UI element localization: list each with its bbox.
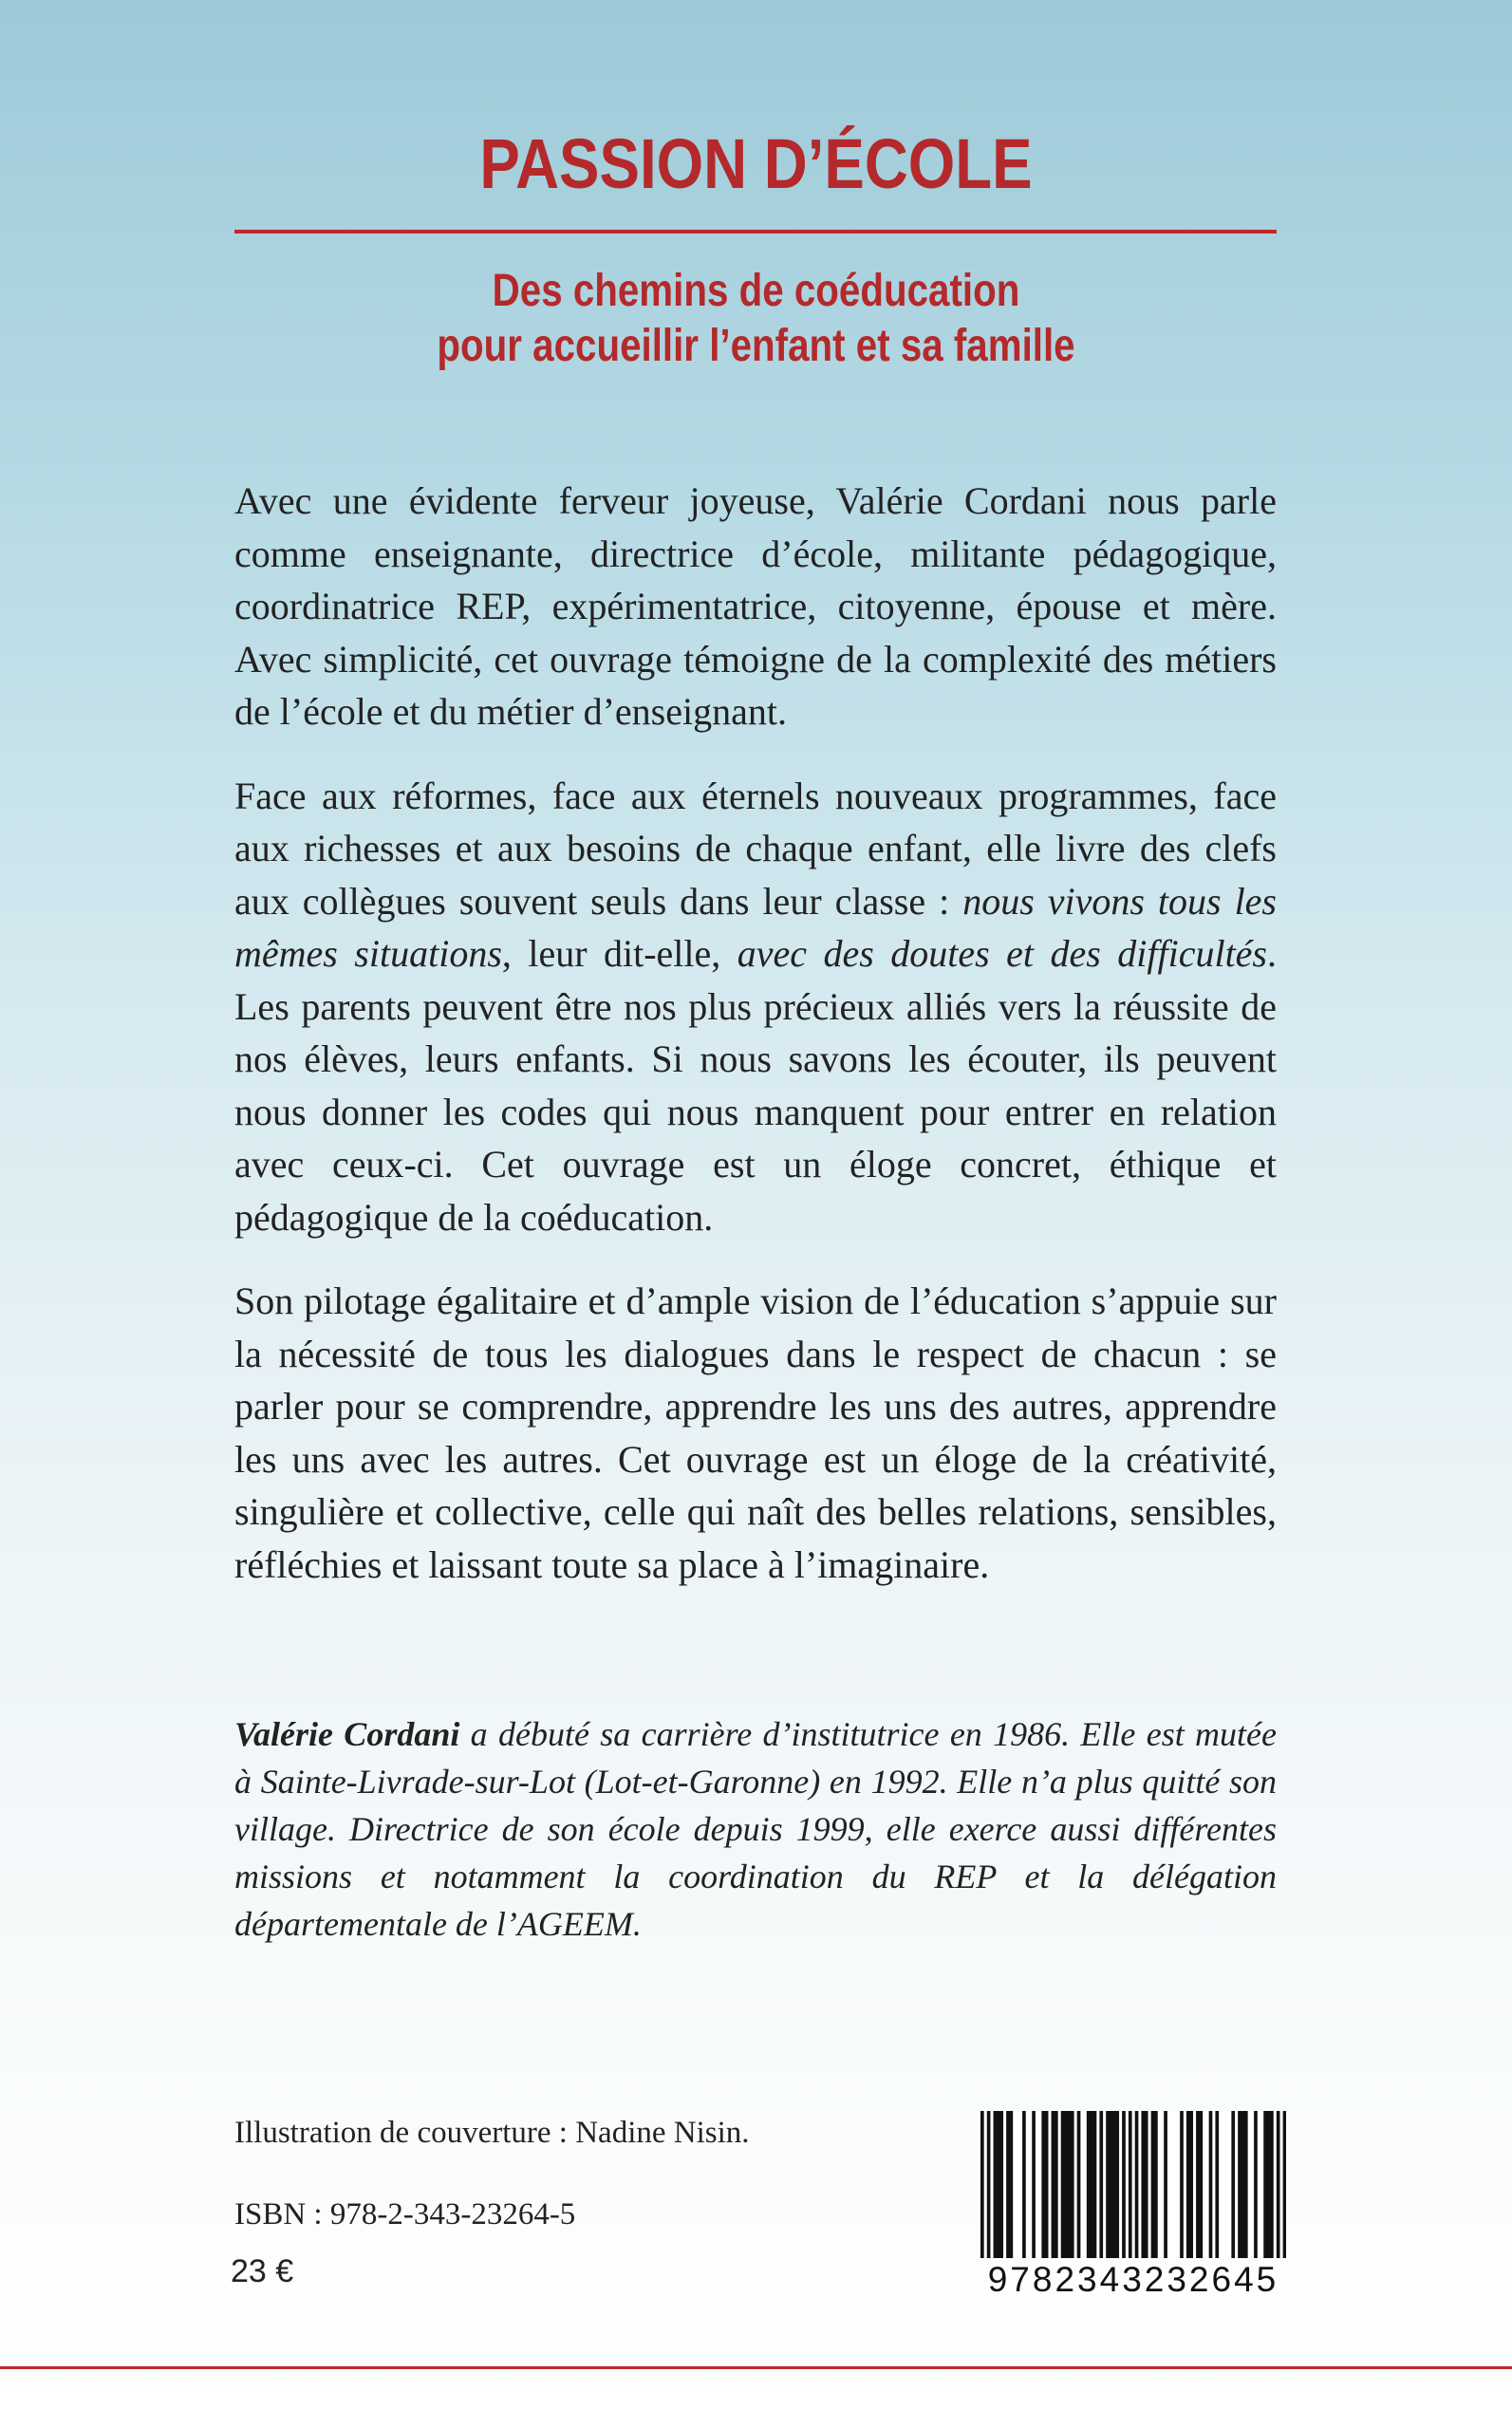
author-name: Valérie Cordani — [234, 1715, 460, 1753]
book-subtitle — [121, 264, 1391, 374]
barcode-bar — [1122, 2111, 1126, 2258]
barcode-bar — [1061, 2111, 1074, 2258]
barcode-bar — [1087, 2111, 1096, 2258]
blurb-p2-text-c: , leur dit-elle, — [501, 932, 737, 975]
barcode-bar — [987, 2111, 991, 2258]
barcode-bar — [1006, 2111, 1013, 2258]
blurb-paragraph-3: Son pilotage égalitaire et d’ample vision de l’éducation s’appuie sur la nécessité de tous les dialogues dans le respect de chacun : se parler pour se comprendre, apprendre les uns des autres, apprendre les uns avec les autres. Cet ouvrage est un éloge de la créativité, singulière et collective, celle qui naît des belles relations, sensibles, réfléchies et laissant toute sa place à l’imaginaire. — [234, 1279, 1277, 1586]
barcode-bar — [1106, 2111, 1119, 2258]
blurb-p2-quote-2: avec des doutes et des difficultés — [737, 932, 1267, 975]
price: 23 € — [231, 2253, 294, 2289]
barcode-bar — [1099, 2111, 1103, 2258]
isbn: ISBN : 978-2-343-23264-5 — [234, 2197, 576, 2232]
barcode-bar — [1283, 2111, 1286, 2258]
title-divider — [234, 230, 1277, 233]
barcode-graphic — [980, 2111, 1286, 2258]
barcode-bar — [1135, 2111, 1139, 2258]
barcode-bar — [1077, 2111, 1081, 2258]
blurb-paragraph-1: Avec une évidente ferveur joyeuse, Valérie Cordani nous parle comme enseignante, directrice d’école, militante pédagogique, coordinatrice REP, expérimentatrice, citoyenne, épouse et mère. Avec simplicité, cet ouvrage témoigne de la complexité des métiers de l’école et du métier d’enseignant. — [234, 479, 1277, 733]
book-title: PASSION D’ÉCOLE — [479, 124, 1033, 203]
barcode-bar — [1209, 2111, 1213, 2258]
barcode-digits: 9782343232645 — [987, 2260, 1279, 2299]
barcode-bar — [1186, 2111, 1193, 2258]
barcode-bar — [1263, 2111, 1273, 2258]
barcode-bar — [1196, 2111, 1203, 2258]
barcode-bar — [1052, 2111, 1058, 2258]
bottom-divider — [0, 2366, 1512, 2369]
blurb-p2-text-e: . Les parents peuvent être nos plus précieux alliés vers la réussite de nos élèves, leurs enfants. Si nous savons les écouter, ils peuvent nous donner les codes qui nous manquent pour entrer en relation avec ceux-ci. Cet ouvrage est un éloge concret, éthique et pédagogique de la coéducation. — [234, 932, 1277, 1239]
barcode-bar — [1141, 2111, 1148, 2258]
barcode-bars — [980, 2111, 1286, 2258]
author-bio-text: a débuté sa carrière d’institutrice en 1986. Elle est mutée à Sainte-Livrade-sur-Lot (Lot-et-Garonne) en 1992. Elle n’a plus quitté son village. Directrice de son école depuis 1999, elle exerce aussi différentes missions et notamment la coordination du REP et la délégation départementale de l’AGEEM. — [234, 1715, 1277, 1943]
barcode-bar — [1277, 2111, 1280, 2258]
barcode-bar — [1254, 2111, 1258, 2258]
cover-illustration-credit: Illustration de couverture : Nadine Nisin. — [234, 2116, 750, 2150]
blurb-paragraph-2 — [234, 770, 1277, 1244]
subtitle-line-1: Des chemins de coéducation — [492, 266, 1020, 316]
blurb-p2-text-a: Face aux réformes, face aux éternels nouveaux programmes, face aux richesses et aux besoins de chaque enfant, elle livre des clefs aux collègues souvent seuls dans leur classe : — [234, 774, 1277, 923]
blurb — [234, 475, 1277, 1622]
subtitle-line-2: pour accueillir l’enfant et sa famille — [437, 321, 1075, 371]
barcode-bar — [1231, 2111, 1235, 2258]
blurb-p2-quote-1: nous vivons tous les mêmes situations — [234, 879, 1278, 975]
barcode-bar — [980, 2111, 984, 2258]
barcode-bar — [1129, 2111, 1132, 2258]
barcode-bar — [1022, 2111, 1026, 2258]
barcode-bar — [1151, 2111, 1158, 2258]
barcode-bar — [1164, 2111, 1167, 2258]
barcode-bar — [1238, 2111, 1247, 2258]
author-bio — [234, 1710, 1277, 1948]
barcode-bar — [1032, 2111, 1036, 2258]
isbn-barcode — [980, 2111, 1286, 2301]
barcode-bar — [1041, 2111, 1048, 2258]
barcode-bar — [994, 2111, 1003, 2258]
barcode-bar — [1180, 2111, 1184, 2258]
barcode-bar — [1215, 2111, 1219, 2258]
